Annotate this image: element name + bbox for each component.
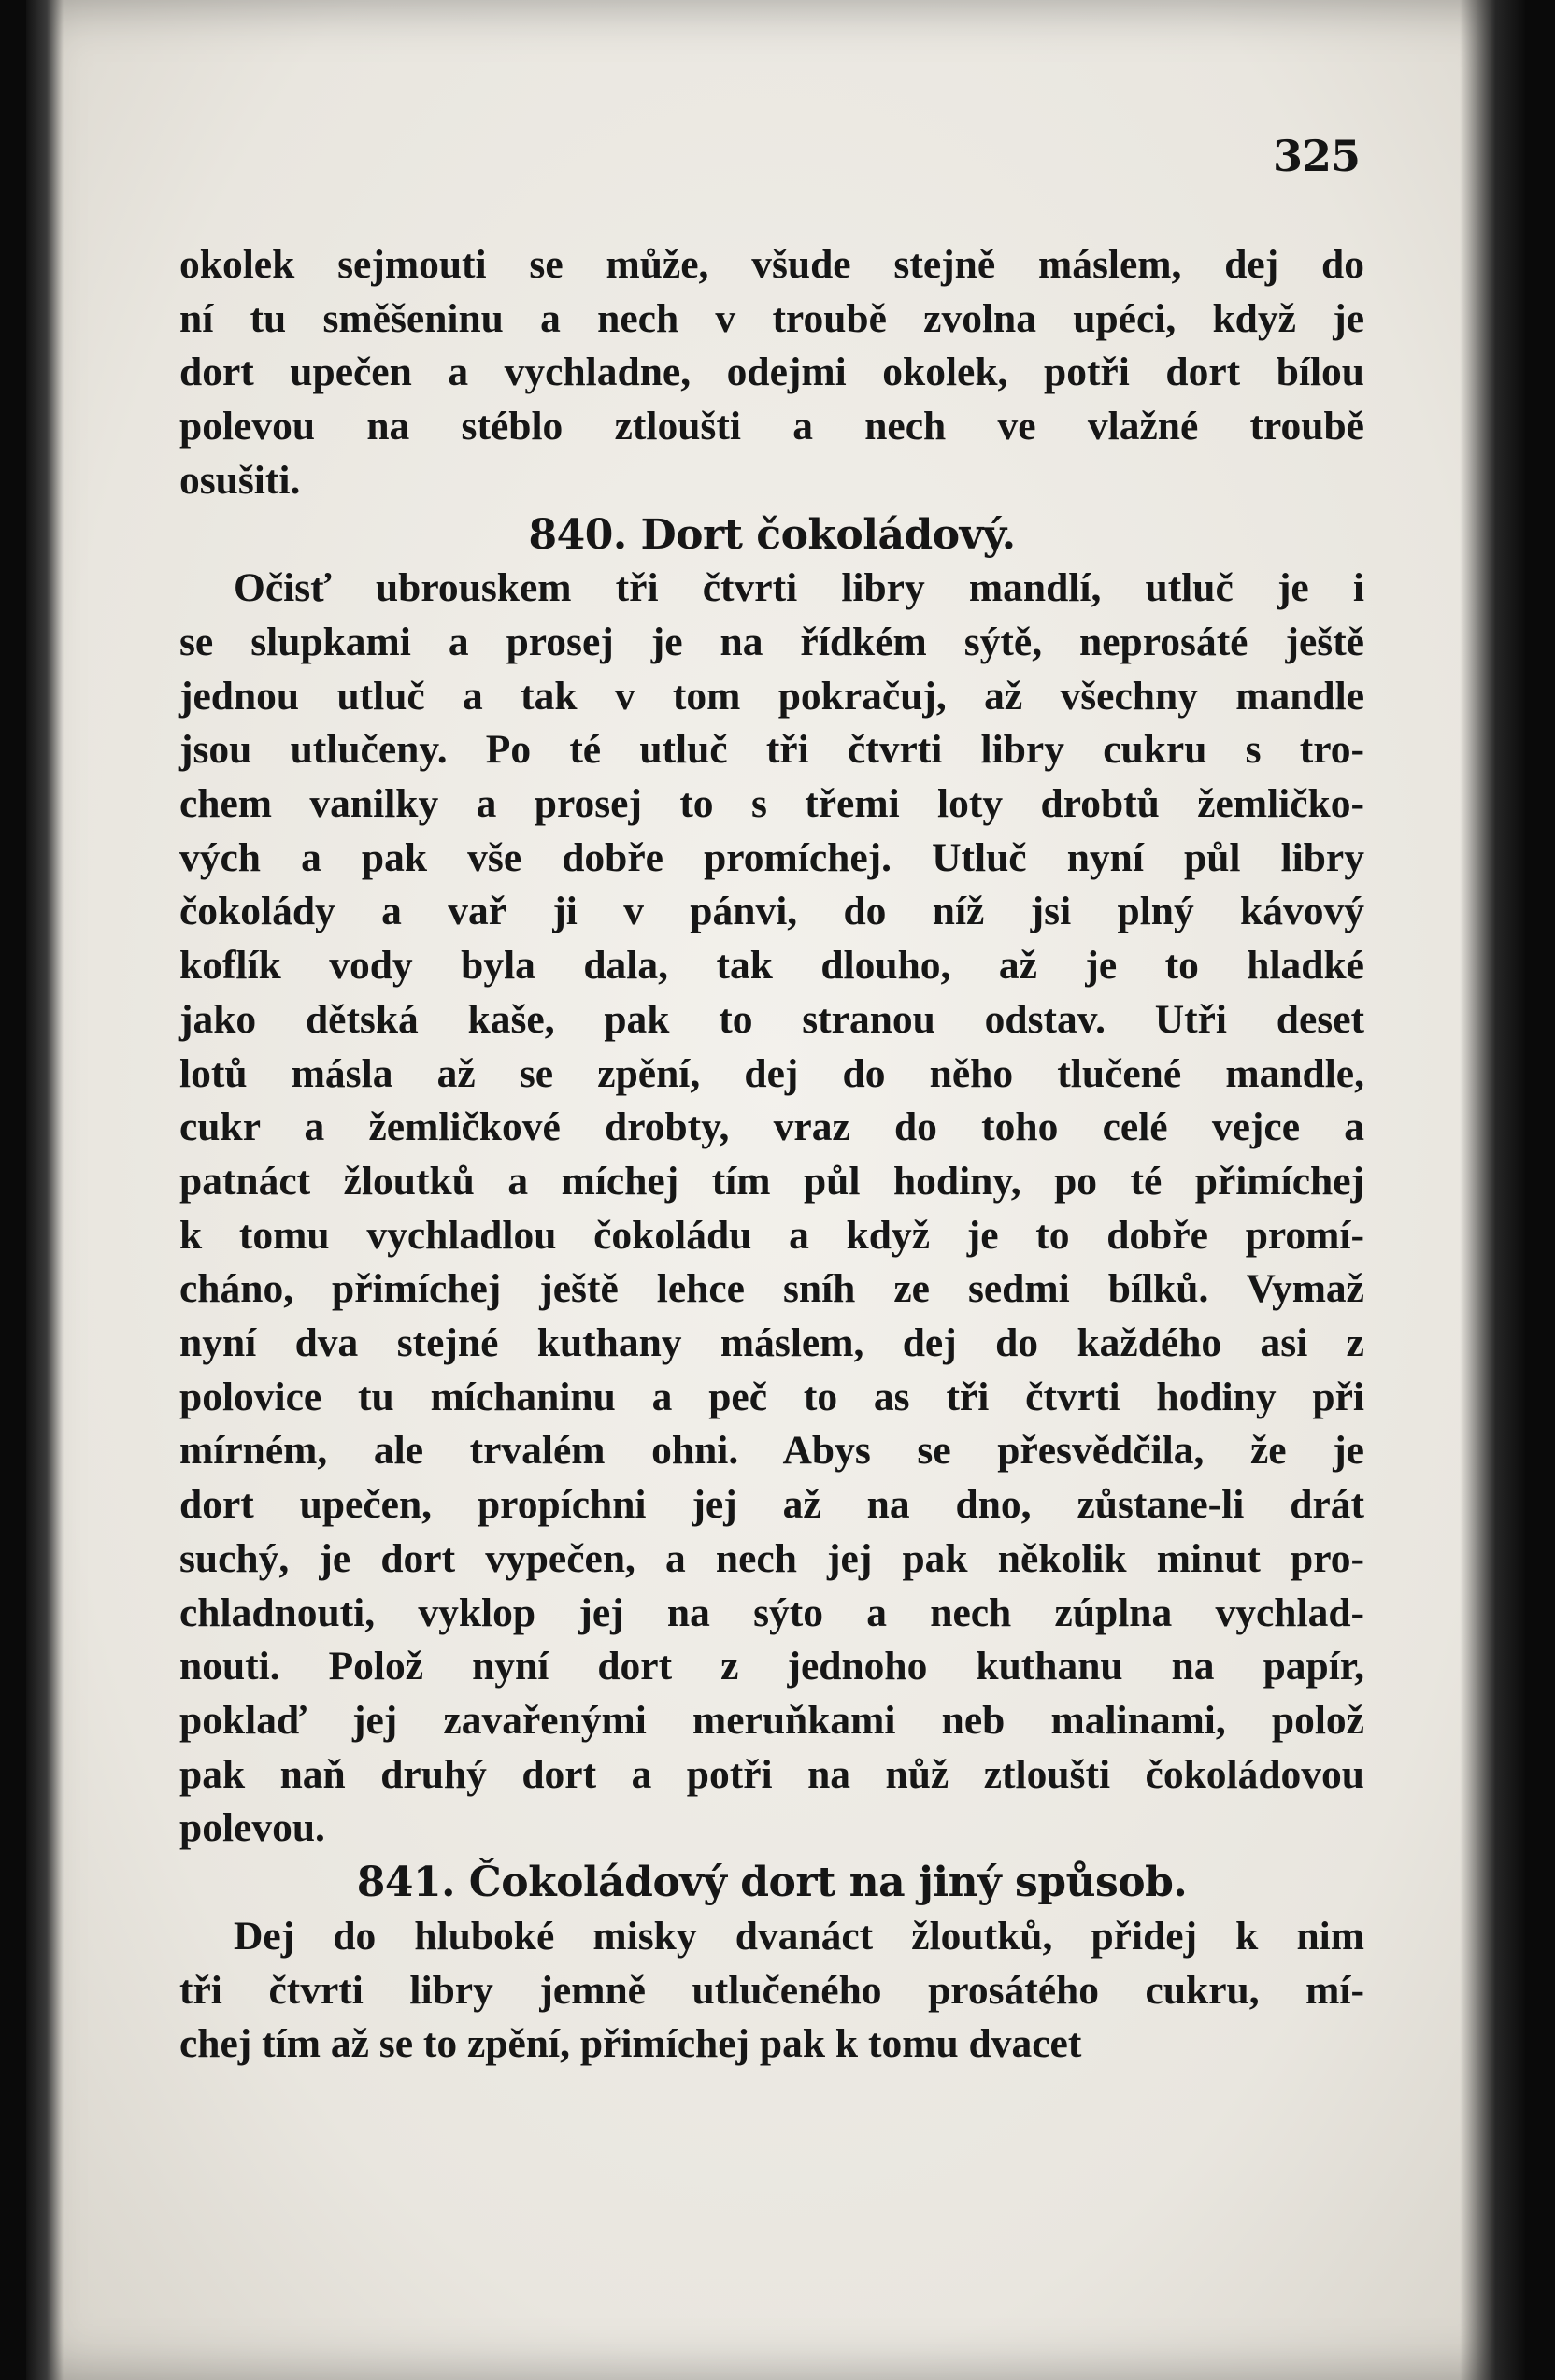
text-line: dort upečen, propíchni jej až na dno, zůstane-li drát (179, 1482, 1364, 1528)
text-line: osušiti. (179, 457, 301, 503)
text-line: jako dětská kaše, pak to stranou odstav. Utři deset (179, 996, 1364, 1042)
text-line: chej tím až se to zpění, přimíchej pak k tomu dvacet (179, 2021, 1082, 2067)
text-line: ní tu směšeninu a nech v troubě zvolna upéci, když je (179, 295, 1364, 341)
text-line: chem vanilky a prosej to s třemi loty drobtů žemličko- (179, 781, 1364, 827)
text-line: Očisť ubrouskem tři čtvrti libry mandlí, utluč je i (234, 565, 1364, 611)
recipe-heading: 840. Dort čokoládový. (528, 510, 1016, 559)
text-line: patnáct žloutků a míchej tím půl hodiny, po té přimíchej (179, 1158, 1364, 1204)
text-line: koflík vody byla dala, tak dlouho, až je to hladké (179, 943, 1364, 989)
text-line: poklaď jej zavařenými meruňkami neb malinami, polož (179, 1697, 1364, 1743)
text-line: polovice tu míchaninu a peč to as tři čtvrti hodiny při (179, 1374, 1364, 1419)
text-line: suchý, je dort vypečen, a nech jej pak několik minut pro- (179, 1535, 1364, 1581)
text-line: polevou na stéblo ztloušti a nech ve vlažné troubě (179, 404, 1364, 449)
text-line: chladnouti, vyklop jej na sýto a nech zúplna vychlad- (179, 1589, 1364, 1635)
text-line: tři čtvrti libry jemně utlučeného prosátého cukru, mí- (179, 1967, 1364, 2013)
text-line: Dej do hluboké misky dvanáct žloutků, přidej k nim (234, 1913, 1364, 1959)
text-line: čokolády a vař ji v pánvi, do níž jsi plný kávový (179, 889, 1364, 934)
page-number: 325 (1273, 131, 1361, 181)
page-edge-shadow (1460, 0, 1525, 2380)
text-line: lotů másla až se zpění, dej do něho tlučené mandle, (179, 1050, 1364, 1096)
page-binding-shadow (26, 0, 64, 2380)
text-line: jednou utluč a tak v tom pokračuj, až všechny mandle (179, 673, 1364, 719)
text-line: okolek sejmouti se může, všude stejně máslem, dej do (179, 242, 1364, 287)
text-line: cháno, přimíchej ještě lehce sníh ze sedmi bílků. Vymaž (179, 1266, 1364, 1312)
text-line: mírném, ale trvalém ohni. Abys se přesvědčila, že je (179, 1428, 1364, 1474)
text-line: nyní dva stejné kuthany máslem, dej do každého asi z (179, 1320, 1364, 1366)
text-line: cukr a žemličkové drobty, vraz do toho celé vejce a (179, 1104, 1364, 1150)
body-text (179, 238, 1364, 2072)
text-line: pak naň druhý dort a potři na nůž ztloušti čokoládovou (179, 1751, 1364, 1797)
text-line: se slupkami a prosej je na řídkém sýtě, neprosáté ještě (179, 619, 1364, 664)
text-line: k tomu vychladlou čokoládu a když je to dobře promí- (179, 1212, 1364, 1258)
text-line: jsou utlučeny. Po té utluč tři čtvrti libry cukru s tro- (179, 727, 1364, 773)
text-line: dort upečen a vychladne, odejmi okolek, potři dort bílou (179, 349, 1364, 395)
text-line: nouti. Polož nyní dort z jednoho kuthanu na papír, (179, 1644, 1364, 1689)
text-line: polevou. (179, 1805, 325, 1851)
text-line: vých a pak vše dobře promíchej. Utluč nyní půl libry (179, 834, 1364, 880)
recipe-heading: 841. Čokoládový dort na jiný spůsob. (356, 1859, 1188, 1907)
